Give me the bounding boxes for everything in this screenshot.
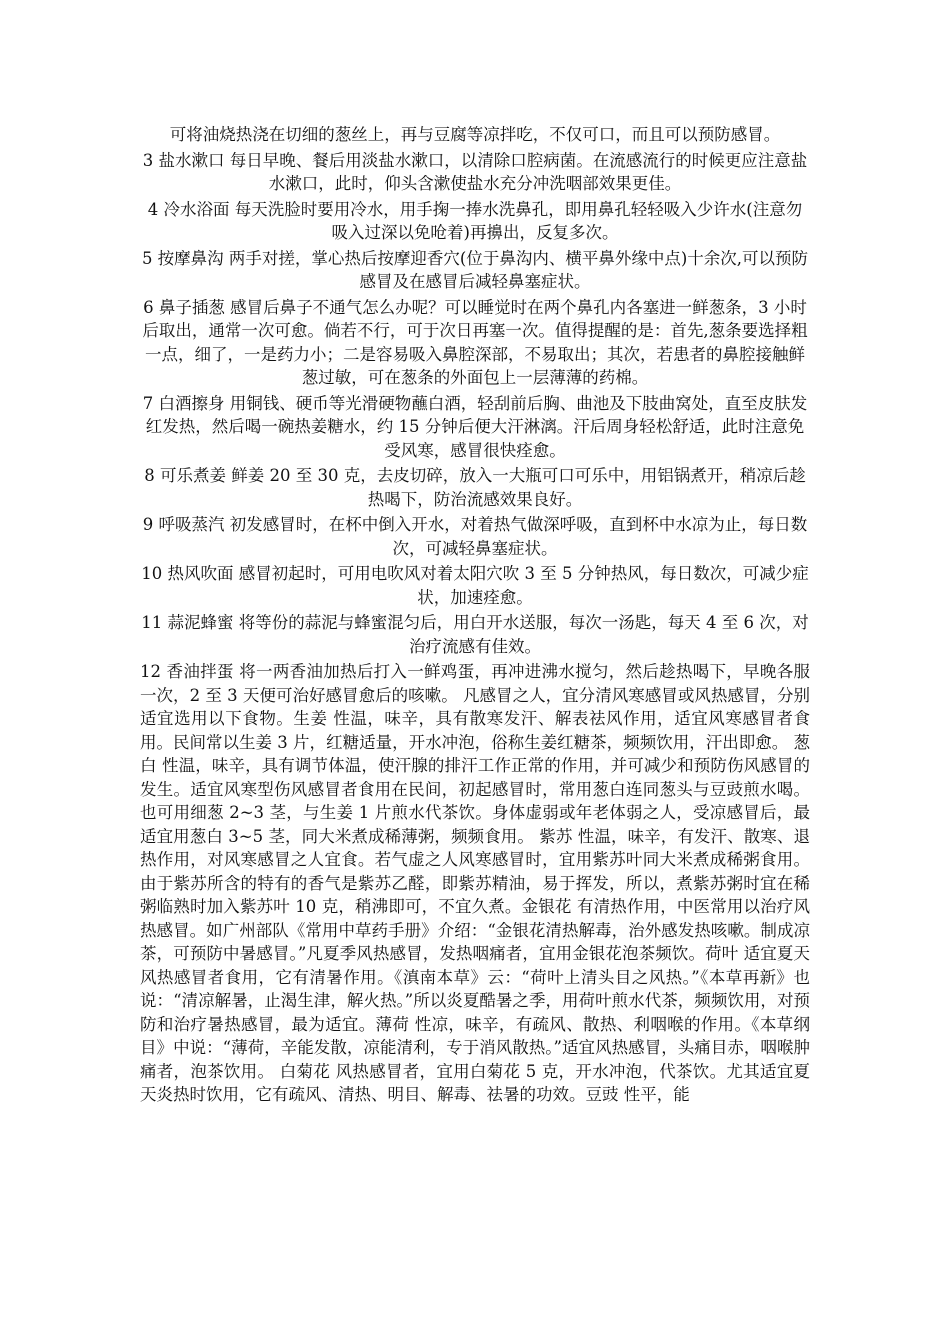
paragraph-cola-ginger: 8 可乐煮姜 鲜姜 20 至 30 克，去皮切碎，放入一大瓶可口可乐中，用铝锅煮开，稍凉后趁热喝下，防治流感效果良好。 xyxy=(144,466,806,509)
paragraph-hot-air-face: 10 热风吹面 感冒初起时，可用电吹风对着太阳穴吹 3 至 5 分钟热风，每日数次，可减少症状，加速痊愈。 xyxy=(141,564,809,607)
document-body xyxy=(140,123,810,1109)
paragraph-sesame-oil-egg: 12 香油拌蛋 将一两香油加热后打入一鲜鸡蛋，再冲进沸水搅匀，然后趁热喝下，早晚各服一次，2 至 3 天便可治好感冒愈后的咳嗽。 凡感冒之人，宜分清风寒感冒或风热感冒，分别适宜选用以下食物。生姜 性温，味辛，具有散寒发汗、解表祛风作用，适宜风寒感冒者食用。民间常以生姜 3 片，红糖适量，开水冲泡，俗称生姜红糖茶，频频饮用，汗出即愈。 葱白 性温，味辛，具有调节体温，使汗腺的排汗工作正常的作用，并可减少和预防伤风感冒的发生。适宜风寒型伤风感冒者食用在民间，初起感冒时，常用葱白连同葱头与豆豉煎水喝。也可用细葱 2~3 茎，与生姜 1 片煎水代茶饮。身体虚弱或年老体弱之人，受凉感冒后，最适宜用葱白 3~5 茎，同大米煮成稀薄粥，频频食用。 紫苏 性温，味辛，有发汗、散寒、退热作用，对风寒感冒之人宜食。若气虚之人风寒感冒时，宜用紫苏叶同大米煮成稀粥食用。由于紫苏所含的特有的香气是紫苏乙醛，即紫苏精油，易于挥发，所以，煮紫苏粥时宜在稀粥临熟时加入紫苏叶 10 克，稍沸即可，不宜久煮。金银花 有清热作用，中医常用以治疗风热感冒。如广州部队《常用中草药手册》介绍：“金银花清热解毒，治外感发热咳嗽。制成凉茶，可预防中暑感冒。”凡夏季风热感冒，发热咽痛者，宜用金银花泡茶频饮。荷叶 适宜夏天风热感冒者食用，它有清暑作用。《滇南本草》云：“荷叶上清头目之风热。”《本草再新》也说：“清凉解暑，止渴生津，解火热。”所以炎夏酷暑之季，用荷叶煎水代茶，频频饮用，对预防和治疗暑热感冒，最为适宜。薄荷 性凉，味辛，有疏风、散热、利咽喉的作用。《本草纲目》中说：“薄荷，辛能发散，凉能清利，专于消风散热。”适宜风热感冒，头痛目赤，咽喉肿痛者，泡茶饮用。 白菊花 风热感冒者，宜用白菊花 5 克，开水冲泡，代茶饮。尤其适宜夏天炎热时饮用，它有疏风、清热、明目、解毒、祛暑的功效。豆豉 性平，能 xyxy=(140,662,810,1104)
paragraph-garlic-honey: 11 蒜泥蜂蜜 将等份的蒜泥与蜂蜜混匀后，用白开水送服，每次一汤匙，每天 4 至 6 次，对治疗流感有佳效。 xyxy=(141,613,809,656)
paragraph-steam-breathing: 9 呼吸蒸汽 初发感冒时，在杯中倒入开水，对着热气做深呼吸，直到杯中水凉为止，每日数次，可减轻鼻塞症状。 xyxy=(142,515,808,558)
paragraph-scallion-nose: 6 鼻子插葱 感冒后鼻子不通气怎么办呢？可以睡觉时在两个鼻孔内各塞进一鲜葱条，3 小时后取出，通常一次可愈。倘若不行，可于次日再塞一次。值得提醒的是：首先,葱条要选择粗一点，细了，一是药力小；二是容易吸入鼻腔深部，不易取出；其次，若患者的鼻腔接触鲜葱过敏，可在葱条的外面包上一层薄薄的药棉。 xyxy=(142,297,808,387)
paragraph-salt-water-gargle: 3 盐水漱口 每日早晚、餐后用淡盐水漱口，以清除口腔病菌。在流感流行的时候更应注意盐水漱口，此时，仰头含漱使盐水充分冲洗咽部效果更佳。 xyxy=(142,150,808,193)
paragraph-nose-massage: 5 按摩鼻沟 两手对搓，掌心热后按摩迎香穴(位于鼻沟内、横平鼻外缘中点)十余次,可以预防感冒及在感冒后减轻鼻塞症状。 xyxy=(141,248,809,291)
paragraph-scallion-tofu: 可将油烧热浇在切细的葱丝上，再与豆腐等凉拌吃，不仅可口，而且可以预防感冒。 xyxy=(169,125,781,144)
paragraph-liquor-rub: 7 白酒擦身 用铜钱、硬币等光滑硬物蘸白酒，轻刮前后胸、曲池及下肢曲窝处，直至皮肤发红发热，然后喝一碗热姜糖水，约 15 分钟后便大汗淋漓。汗后周身轻松舒适，此时注意免受风寒，感冒很快痊愈。 xyxy=(142,393,808,460)
paragraph-cold-water-face: 4 冷水浴面 每天洗脸时要用冷水，用手掬一捧水洗鼻孔，即用鼻孔轻轻吸入少许水(注意勿吸入过深以免呛着)再擤出，反复多次。 xyxy=(147,199,803,242)
